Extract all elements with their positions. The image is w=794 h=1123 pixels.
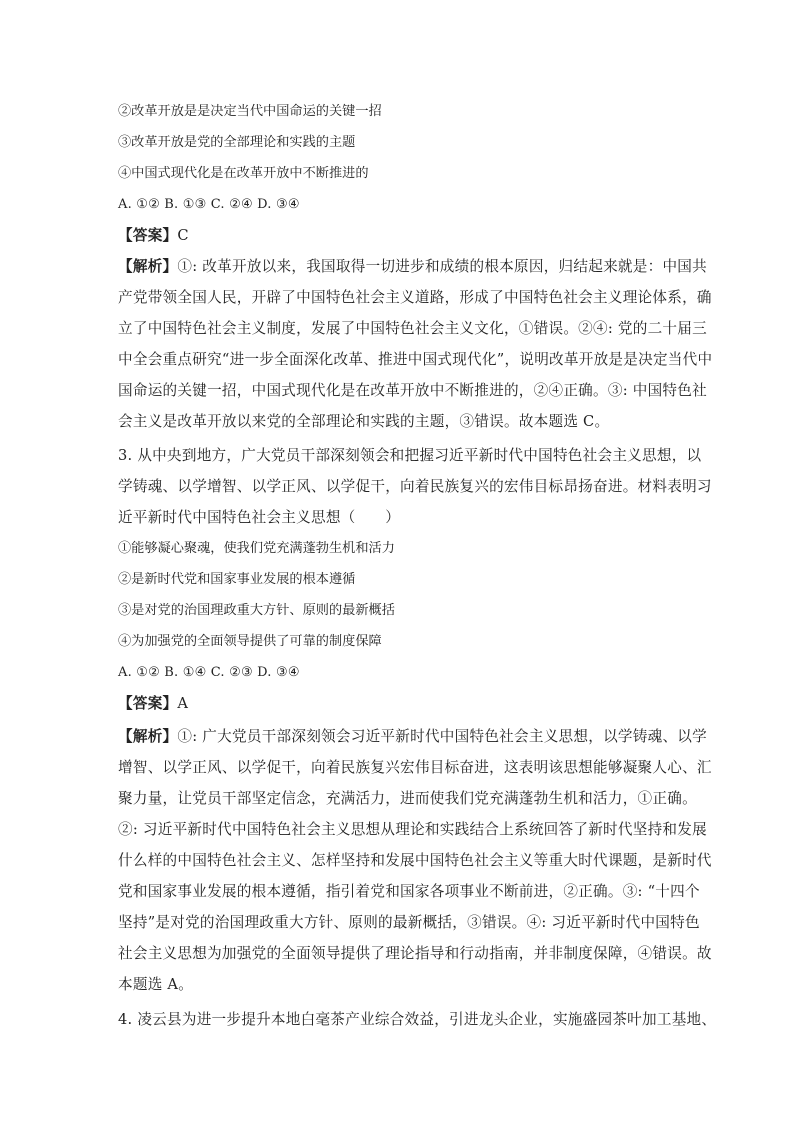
analysis-line: 什么样的中国特色社会主义、怎样坚持和发展中国特色社会主义等重大时代课题，是新时代: [118, 852, 712, 869]
analysis-line: [118, 257, 707, 277]
answer-value: A: [177, 695, 189, 712]
statement-2: ②改革开放是是决定当代中国命运的关键一招: [118, 104, 382, 119]
analysis-line: 会主义是改革开放以来党的全部理论和实践的主题，③错误。故本题选 C。: [118, 413, 610, 430]
question-stem: 4. 凌云县为进一步提升本地白毫茶产业综合效益，引进龙头企业，实施盛园茶叶加工基地、: [118, 1011, 717, 1028]
answer-line: [118, 226, 189, 246]
analysis-line: 党和国家事业发展的根本遵循，指引着党和国家各项事业不断前进，②正确。③: “十四个: [118, 883, 700, 900]
analysis-text: ①: 广大党员干部深刻领会习近平新时代中国特色社会主义思想，以学铸魂、以学: [177, 728, 707, 745]
answer-options: A. ①② B. ①④ C. ②③ D. ③④: [118, 665, 300, 680]
analysis-tag: 【解析】: [118, 728, 178, 745]
analysis-line: [118, 727, 707, 747]
analysis-line: 中全会重点研究“进一步全面深化改革、推进中国式现代化”，说明改革开放是是决定当代中: [118, 351, 713, 368]
answer-tag: 【答案】: [118, 227, 178, 244]
analysis-line: 国命运的关键一招，中国式现代化是在改革开放中不断推进的，②④正确。③: 中国特色社: [118, 382, 707, 399]
answer-options: A. ①② B. ①③ C. ②④ D. ③④: [118, 197, 300, 212]
answer-value: C: [177, 227, 189, 244]
statement-2: ②是新时代党和国家事业发展的根本遵循: [118, 572, 356, 587]
analysis-line: 聚力量，让党员干部坚定信念，充满活力，进而使我们党充满蓬勃生机和活力，①正确。: [118, 790, 697, 807]
analysis-line: 产党带领全国人民，开辟了中国特色社会主义道路，形成了中国特色社会主义理论体系，确: [118, 289, 712, 306]
statement-1: ①能够凝心聚魂，使我们党充满蓬勃生机和活力: [118, 541, 395, 556]
statement-4: ④为加强党的全面领导提供了可靠的制度保障: [118, 634, 382, 649]
analysis-line: 坚持”是对党的治国理政重大方针、原则的最新概括，③错误。④: 习近平新时代中国特色: [118, 914, 700, 931]
analysis-line: 立了中国特色社会主义制度，发展了中国特色社会主义文化，①错误。②④: 党的二十届三: [118, 320, 707, 337]
question-stem: 3. 从中央到地方，广大党员干部深刻领会和把握习近平新时代中国特色社会主义思想，以: [118, 447, 702, 464]
analysis-line: ②: 习近平新时代中国特色社会主义思想从理论和实践结合上系统回答了新时代坚持和发展: [118, 821, 707, 838]
answer-line: [118, 694, 188, 714]
statement-3: ③是对党的治国理政重大方针、原则的最新概括: [118, 603, 395, 618]
analysis-line: 增智、以学正风、以学促干，向着民族复兴宏伟目标奋进，这表明该思想能够凝聚人心、汇: [118, 759, 712, 776]
analysis-line: 社会主义思想为加强党的全面领导提供了理论指导和行动指南，并非制度保障，④错误。故: [118, 945, 712, 962]
analysis-tag: 【解析】: [118, 258, 178, 275]
question-stem: 近平新时代中国特色社会主义思想（ ）: [118, 509, 401, 526]
analysis-text: ①: 改革开放以来，我国取得一切进步和成绩的根本原因，归结起来就是：中国共: [177, 258, 707, 275]
answer-tag: 【答案】: [118, 695, 178, 712]
question-stem: 学铸魂、以学增智、以学正风、以学促干，向着民族复兴的宏伟目标昂扬奋进。材料表明习: [118, 478, 712, 495]
analysis-line: 本题选 A。: [118, 976, 194, 993]
statement-4: ④中国式现代化是在改革开放中不断推进的: [118, 166, 369, 181]
statement-3: ③改革开放是党的全部理论和实践的主题: [118, 135, 356, 150]
